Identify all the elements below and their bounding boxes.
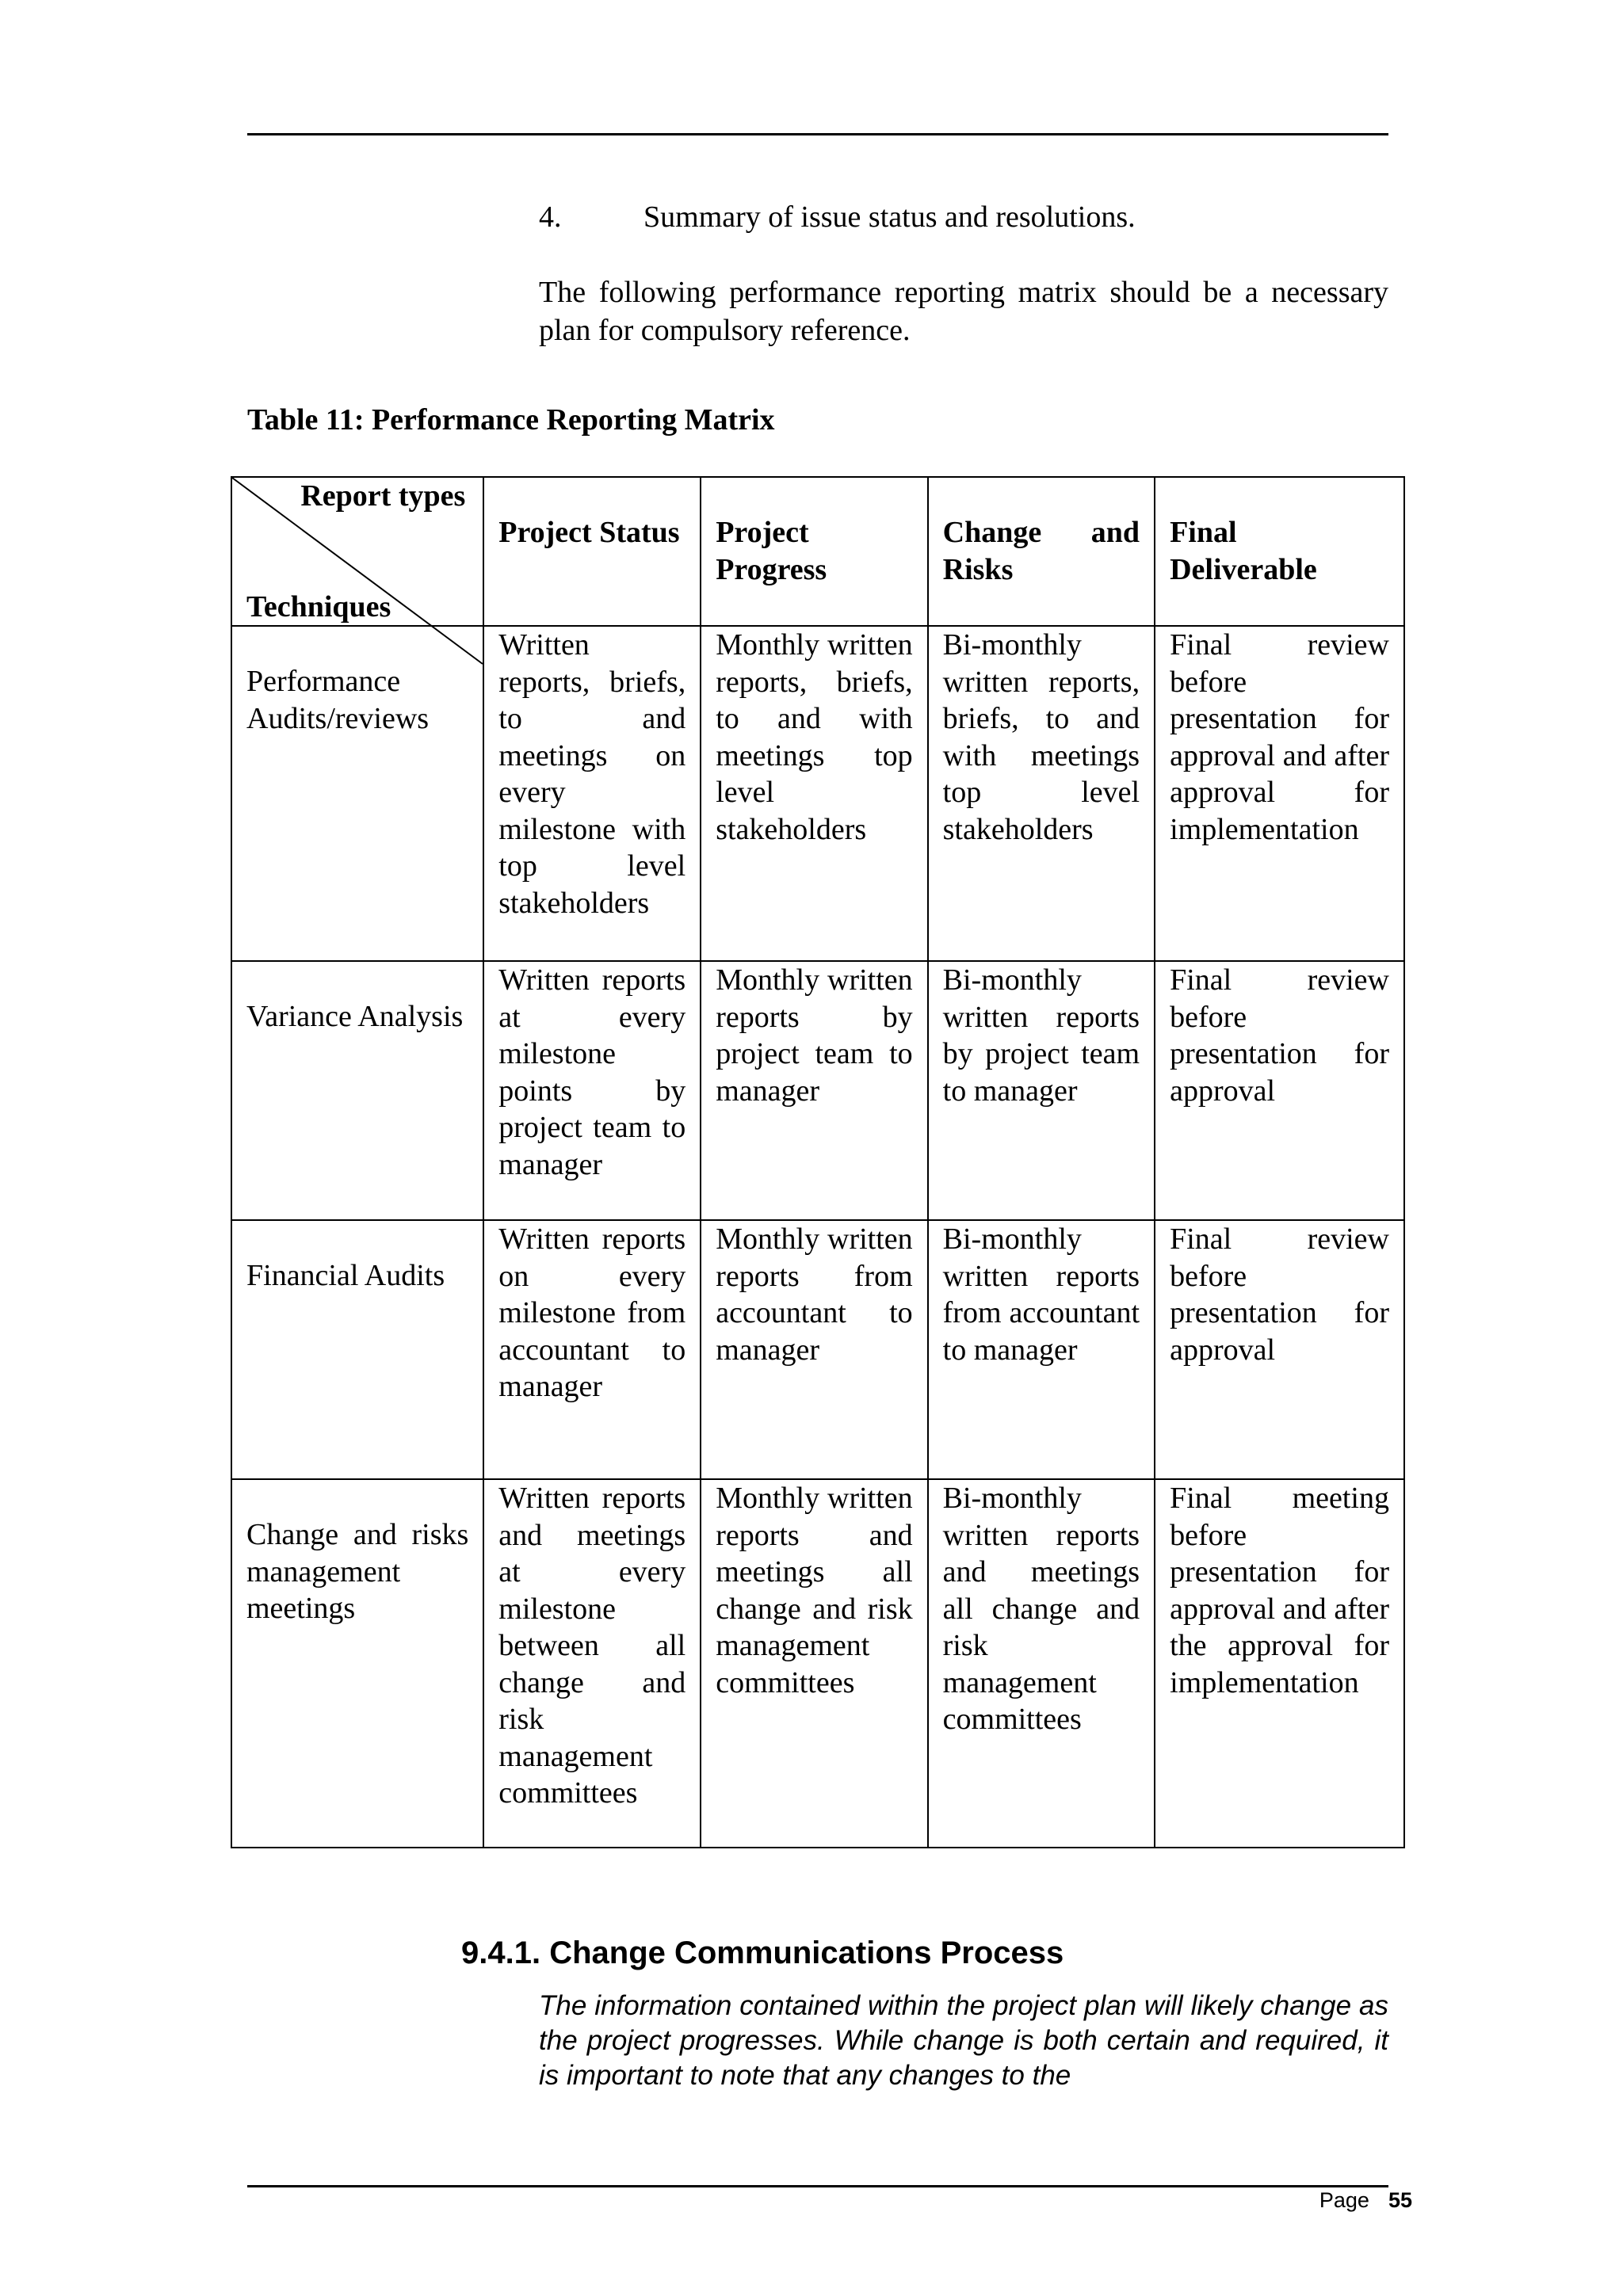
- table-row: [231, 626, 1404, 961]
- page-footer: [1319, 2188, 1412, 2213]
- table-cell: Final review before presentation for approval: [1155, 961, 1404, 1220]
- table-cell: Monthly written reports by project team to manager: [701, 961, 927, 1220]
- list-text: Summary of issue status and resolutions.: [643, 200, 1136, 234]
- page-label: Page: [1319, 2188, 1369, 2212]
- table-cell: Written reports, briefs, to and meetings on every milestone with top level stakeholders: [483, 626, 701, 961]
- header-rule: [247, 133, 1388, 135]
- list-number: 4.: [539, 200, 562, 234]
- technique-cell: Performance Audits/reviews: [231, 626, 483, 961]
- header-project-progress: Project Progress: [701, 477, 927, 626]
- table-row: [231, 1220, 1404, 1479]
- list-item: [539, 198, 1136, 236]
- table-cell: Bi-monthly written reports, briefs, to and with meetings top level stakeholders: [928, 626, 1155, 961]
- technique-cell: Financial Audits: [231, 1220, 483, 1479]
- header-final-deliverable: Final Deliverable: [1155, 477, 1404, 626]
- table-cell: Written reports on every milestone from accountant to manager: [483, 1220, 701, 1479]
- technique-cell: Variance Analysis: [231, 961, 483, 1220]
- table-cell: Monthly written reports and meetings all change and risk management committees: [701, 1479, 927, 1848]
- table-row: [231, 961, 1404, 1220]
- page-number: 55: [1388, 2188, 1412, 2212]
- header-project-status: Project Status: [483, 477, 701, 626]
- table-cell: Written reports at every milestone points by project team to manager: [483, 961, 701, 1220]
- corner-report-types: Report types: [300, 479, 466, 513]
- footer-rule: [247, 2185, 1388, 2187]
- header-and-word: and: [1090, 516, 1140, 549]
- table-cell: Bi-monthly written reports from accountant to manager: [928, 1220, 1155, 1479]
- table-cell: Bi-monthly written reports by project team to manager: [928, 961, 1155, 1220]
- intro-paragraph: The following performance reporting matrix should be a necessary plan for compulsory reference.: [539, 276, 1388, 347]
- table-cell: Bi-monthly written reports and meetings all change and risk management committees: [928, 1479, 1155, 1848]
- table-header-row: [231, 477, 1404, 626]
- technique-cell: Change and risks management meetings: [231, 1479, 483, 1848]
- section-heading: 9.4.1. Change Communications Process: [461, 1936, 1064, 1970]
- performance-reporting-matrix: [231, 476, 1405, 1848]
- header-change-word: Change: [942, 516, 1042, 549]
- table-caption: Table 11: Performance Reporting Matrix: [247, 403, 775, 437]
- table-cell: Final meeting before presentation for approval and after the approval for implementation: [1155, 1479, 1404, 1848]
- table-cell: Monthly written reports from accountant to manager: [701, 1220, 927, 1479]
- header-risks-word: Risks: [942, 552, 1014, 586]
- table-cell: Final review before presentation for approval: [1155, 1220, 1404, 1479]
- corner-techniques: Techniques: [246, 590, 391, 624]
- table-cell: Final review before presentation for approval and after approval for implementation: [1155, 626, 1404, 961]
- corner-header-cell: [231, 477, 483, 626]
- table-row: [231, 1479, 1404, 1848]
- table-cell: Written reports and meetings at every milestone between all change and risk management committees: [483, 1479, 701, 1848]
- section-body: The information contained within the project plan will likely change as the project progresses. While change is both certain and required, it is important to note that any changes to the: [539, 1990, 1388, 2091]
- table-cell: Monthly written reports, briefs, to and with meetings top level stakeholders: [701, 626, 927, 961]
- header-change-and-risks: [928, 477, 1155, 626]
